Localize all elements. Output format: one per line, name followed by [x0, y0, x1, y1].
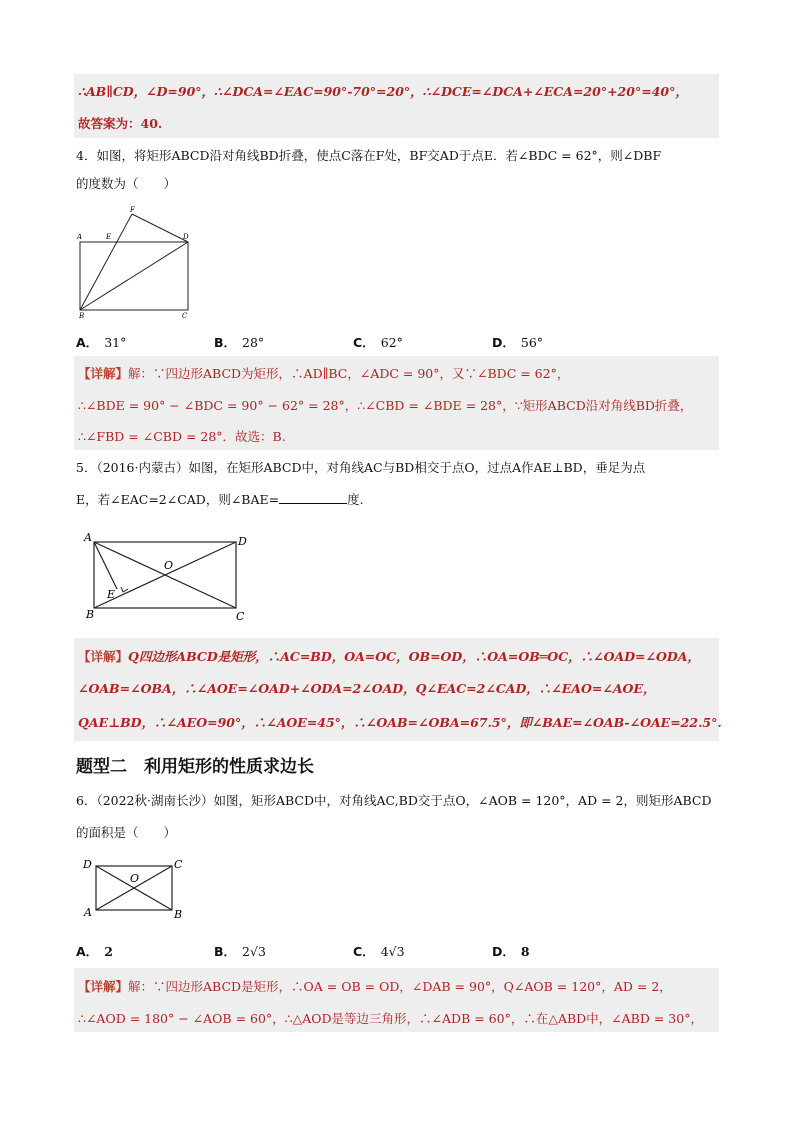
q4-label-f: F [130, 206, 135, 214]
q6-label-b: B [174, 908, 183, 921]
q6-option-c-letter: C． [353, 944, 375, 959]
q6-option-b-value: 2√3 [242, 944, 266, 959]
q6-option-a-letter: A． [76, 944, 99, 959]
q6-label-d: D [83, 858, 92, 871]
q6-option-d-letter: D． [492, 944, 515, 959]
prev-solution-line2: 故答案为：40. [78, 116, 163, 131]
q4-stem-line2: 的度数为（ ） [76, 176, 177, 191]
q6-label-o: O [130, 872, 140, 885]
q4-option-b-value: 28° [242, 335, 265, 350]
q6-option-b[interactable] [214, 942, 266, 960]
q5-label-a: A [84, 531, 92, 544]
q4-option-c-value: 62° [380, 335, 403, 350]
q4-diagonal-bd [80, 242, 188, 310]
q4-figure [72, 204, 202, 322]
q4-label-a: A [77, 233, 83, 241]
q6-option-a[interactable] [76, 942, 113, 960]
q6-stem-line2: 的面积是（ ） [76, 825, 177, 840]
q5-solution-line3: QAE⊥BD，∴∠AEO=90°，∴∠AOE=45°，∴∠OAB=∠OBA=67.5°，即∠BAE=∠OAB-∠OAE=22.5°. [78, 715, 722, 730]
q6-label-c: C [174, 858, 183, 871]
q6-solution-tag: 【详解】 [78, 979, 129, 994]
q6-option-d[interactable] [492, 942, 530, 960]
q6-option-d-value: 8 [520, 944, 530, 959]
q5-label-d: D [238, 535, 247, 548]
q4-segment-fd [132, 214, 188, 242]
q5-solution-tag: 【详解】 [78, 649, 129, 664]
q5-stem-line2 [76, 490, 364, 508]
q4-solution-line3: ∴∠FBD = ∠CBD = 28°．故选：B. [78, 429, 286, 444]
q6-solution-line2: ∴∠AOD = 180° − ∠AOB = 60°，∴△AOD是等边三角形，∴∠ADB = 60°，∴在△ABD中，∠ABD = 30°， [78, 1011, 703, 1026]
q5-label-o: O [164, 559, 174, 572]
q5-answer-blank[interactable] [279, 491, 347, 504]
q4-option-d-value: 56° [520, 335, 544, 350]
q4-option-c[interactable] [353, 333, 403, 351]
q6-option-a-value: 2 [104, 944, 113, 959]
q5-stem-line1: 5．（2016·内蒙古）如图，在矩形ABCD中，对角线AC与BD相交于点O，过点A作AE⊥BD，垂足为点 [76, 460, 646, 475]
q6-option-c-value: 4√3 [380, 944, 405, 959]
q6-solution-text1: 解：∵四边形ABCD是矩形，∴OA = OB = OD，∠DAB = 90°，Q∠AOB = 120°，AD = 2， [128, 979, 672, 994]
q4-option-b-letter: B． [214, 335, 237, 350]
q4-option-c-letter: C． [353, 335, 375, 350]
q5-right-angle-mark [121, 587, 128, 592]
q6-figure [80, 852, 190, 922]
q4-stem-line1: 4．如图，将矩形ABCD沿对角线BD折叠，使点C落在F处，BF交AD于点E．若∠BDC = 62°，则∠DBF [76, 148, 662, 163]
q4-solution-tag: 【详解】 [78, 366, 129, 381]
q4-option-a-value: 31° [104, 335, 127, 350]
q6-solution-line1 [78, 977, 672, 995]
q6-option-c[interactable] [353, 942, 405, 960]
q4-label-c: C [182, 312, 188, 320]
q5-figure [80, 526, 255, 628]
q5-solution-line2: ∠OAB=∠OBA，∴∠AOE=∠OAD+∠ODA=2∠OAD，Q∠EAC=2∠CAD，∴∠EAO=∠AOE， [78, 681, 656, 696]
q5-stem-text: E，若∠EAC=2∠CAD，则∠BAE= [76, 492, 280, 507]
q4-label-b: B [79, 312, 85, 320]
q4-option-b[interactable] [214, 333, 264, 351]
q4-option-a-letter: A． [76, 335, 99, 350]
q5-solution-line1 [78, 647, 700, 665]
q4-label-d: D [183, 233, 189, 241]
q4-option-a[interactable] [76, 333, 126, 351]
q4-label-e: E [106, 233, 112, 241]
q4-solution-line1 [78, 364, 569, 382]
section-heading: 题型二 利用矩形的性质求边长 [76, 757, 314, 777]
prev-solution-line1: ∴AB∥CD，∠D=90°，∴∠DCA=∠EAC=90°-70°=20°，∴∠DCE=∠DCA+∠ECA=20°+20°=40°， [78, 84, 688, 99]
q5-segment-ae [94, 542, 117, 589]
q6-option-b-letter: B． [214, 944, 237, 959]
q5-solution-text1: Q四边形ABCD是矩形，∴AC=BD，OA=OC，OB=OD，∴OA=OB═OC，∴∠OAD=∠ODA， [128, 649, 700, 664]
q6-label-a: A [84, 906, 92, 919]
q4-option-d-letter: D． [492, 335, 515, 350]
q4-option-d[interactable] [492, 333, 543, 351]
q4-segment-bf [80, 214, 132, 310]
q5-stem-unit: 度. [347, 492, 364, 507]
q6-stem-line1: 6．（2022秋·湖南长沙）如图，矩形ABCD中，对角线AC,BD交于点O，∠AOB = 120°，AD = 2，则矩形ABCD [76, 793, 712, 808]
q5-label-e: E [107, 588, 116, 601]
q5-label-b: B [86, 608, 95, 621]
q5-label-c: C [236, 610, 245, 623]
q4-solution-line2: ∴∠BDE = 90° − ∠BDC = 90° − 62° = 28°，∴∠CBD = ∠BDE = 28°，∵矩形ABCD沿对角线BD折叠， [78, 398, 693, 413]
q4-solution-text1: 解：∵四边形ABCD为矩形，∴AD∥BC，∠ADC = 90°，又∵∠BDC = 62°， [128, 366, 570, 381]
